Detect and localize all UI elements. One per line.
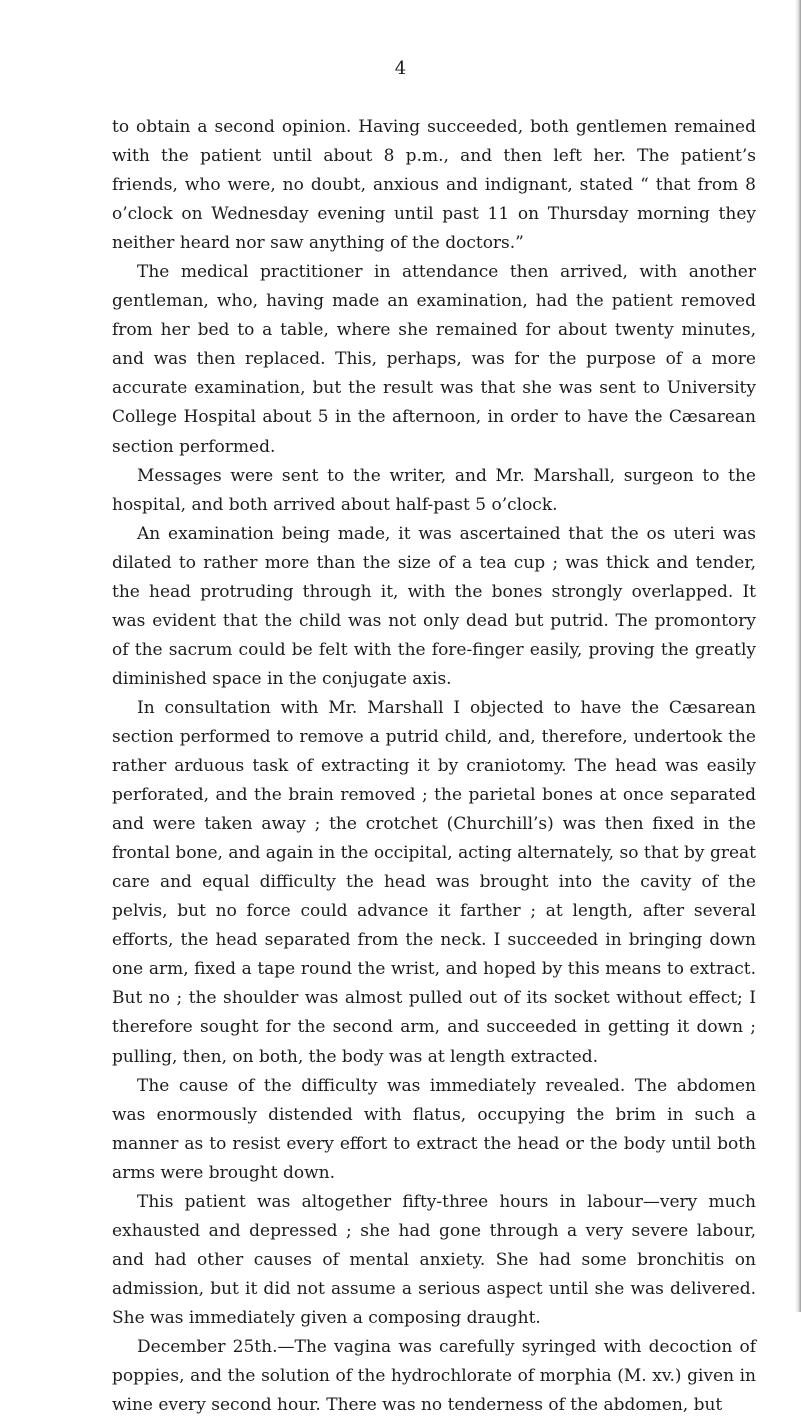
paragraph-continuation: to obtain a second opinion. Having succeeded, both gentlemen remained with the patient until about 8 p.m., and then left her. The patient’s friends, who were, no doubt, anxious and indignant, stated “ that from 8 o’clock on Wednesday evening until past 11 on Thursday morning they neither heard nor saw anything of the doctors.” [112,117,756,254]
paragraph: An examination being made, it was ascertained that the os uteri was dilated to rather more than the size of a tea cup ; was thick and tender, the head protruding through it, with the bones strongly overlapped. It was evident that the child was not only dead but putrid. The promontory of the sacrum could be felt with the fore-finger easily, proving the greatly diminished space in the conjugate axis. [112,523,756,689]
page-number: 4 [394,58,407,79]
body-text [112,113,756,1420]
paragraph: The medical practitioner in attendance then arrived, with another gentleman, who, having made an examination, had the patient removed from her bed to a table, where she remained for about twenty minutes, and was then replaced. This, perhaps, was for the purpose of a more accurate examination, but the result was that she was sent to University College Hospital about 5 in the afternoon, in order to have the Cæsarean section performed. [112,262,756,457]
paragraph: In consultation with Mr. Marshall I objected to have the Cæsarean section performed to remove a putrid child, and, therefore, undertook the rather arduous task of extracting it by craniotomy. The head was easily perforated, and the brain removed ; the parietal bones at once separated and were taken away ; the crotchet (Churchill’s) was then fixed in the frontal bone, and again in the occipital, acting alternately, so that by great care and equal difficulty the head was brought into the cavity of the pelvis, but no force could advance it farther ; at length, after several efforts, the head separated from the neck. I succeeded in bringing down one arm, fixed a tape round the wrist, and hoped by this means to extract. But no ; the shoulder was almost pulled out of its socket without effect; I therefore sought for the second arm, and succeeded in getting it down ; pulling, then, on both, the body was at length extracted. [112,697,756,1067]
paragraph: December 25th.—The vagina was carefully syringed with decoction of poppies, and the solution of the hydrochlorate of morphia (M. xv.) given in wine every second hour. There was no tenderness of the abdomen, but [112,1336,756,1416]
paragraph: The cause of the difficulty was immediately revealed. The abdomen was enormously distended with flatus, occupying the brim in such a manner as to resist every effort to extract the head or the body until both arms were brought down. [112,1075,756,1183]
paragraph: This patient was altogether fifty-three hours in labour—very much exhausted and depressed ; she had gone through a very severe labour, and had other causes of mental anxiety. She had some bronchitis on admission, but it did not assume a serious aspect until she was delivered. She was immediately given a composing draught. [112,1191,756,1328]
page-edge-shadow [795,0,801,1312]
paragraph: Messages were sent to the writer, and Mr. Marshall, surgeon to the hospital, and both arrived about half-past 5 o’clock. [112,465,756,515]
